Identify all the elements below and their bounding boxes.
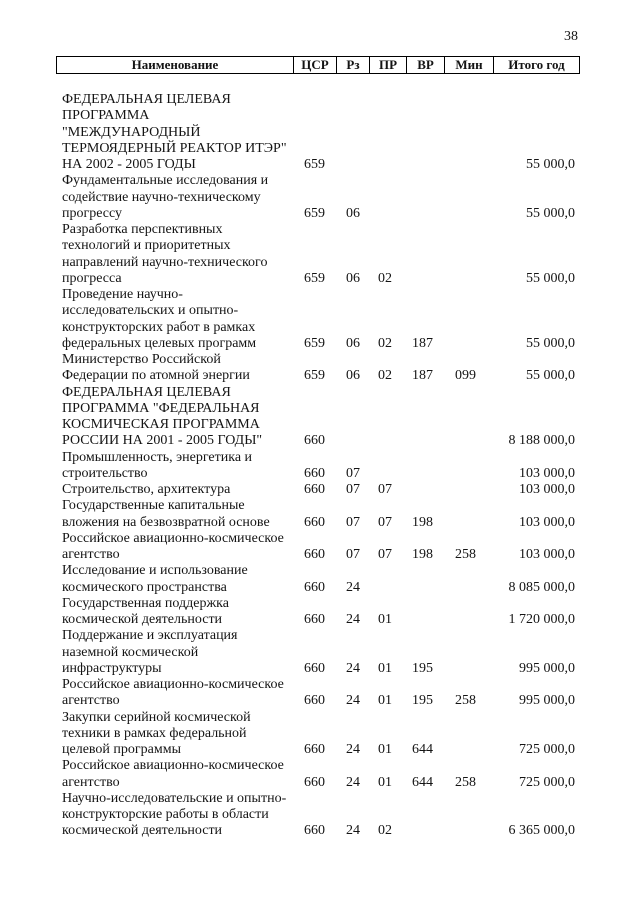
row-total: 103 000,0 bbox=[519, 465, 575, 481]
row-name bbox=[56, 222, 294, 287]
row-csr: 660 bbox=[304, 482, 325, 497]
row-name-line: Федерации по атомной энергии bbox=[62, 368, 250, 384]
row-name-line: технологий и приоритетных bbox=[62, 238, 231, 254]
row-name-line: конструкторские работы в области bbox=[62, 807, 269, 822]
row-vr bbox=[408, 580, 446, 596]
row-name bbox=[56, 710, 294, 759]
row-total: 8 188 000,0 bbox=[508, 433, 575, 449]
row-name bbox=[56, 563, 294, 596]
row-vr bbox=[408, 433, 446, 449]
row-rz: 24 bbox=[346, 742, 360, 757]
row-total: 55 000,0 bbox=[526, 335, 575, 351]
row-rz: 24 bbox=[346, 660, 360, 676]
row-name-line: целевой программы bbox=[62, 742, 181, 757]
row-name-line: Исследование и использование bbox=[62, 563, 248, 579]
row-name-line: КОСМИЧЕСКАЯ ПРОГРАММА bbox=[62, 417, 260, 432]
row-name bbox=[56, 287, 294, 352]
row-csr: 659 bbox=[304, 270, 325, 286]
row-total: 725 000,0 bbox=[519, 742, 575, 757]
row-pr: 07 bbox=[378, 514, 392, 530]
row-pr bbox=[370, 206, 408, 222]
row-min: 258 bbox=[455, 693, 476, 709]
row-total: 103 000,0 bbox=[519, 482, 575, 497]
row-pr: 02 bbox=[378, 823, 392, 839]
row-name-line: Государственные капитальные bbox=[62, 498, 245, 514]
row-vr: 644 bbox=[412, 742, 433, 757]
row-rz: 24 bbox=[346, 693, 360, 709]
row-vr: 187 bbox=[412, 368, 433, 384]
row-csr: 660 bbox=[304, 433, 325, 449]
row-csr: 660 bbox=[304, 612, 325, 627]
row-name-line: Министерство Российской bbox=[62, 352, 221, 367]
row-min bbox=[446, 157, 495, 173]
row-vr: 644 bbox=[412, 774, 433, 790]
row-name-line: РОССИИ НА 2001 - 2005 ГОДЫ" bbox=[62, 433, 263, 449]
row-total: 55 000,0 bbox=[526, 157, 575, 172]
row-vr bbox=[408, 482, 446, 498]
row-name-line: космической деятельности bbox=[62, 612, 223, 627]
row-csr: 659 bbox=[304, 368, 325, 384]
row-min bbox=[446, 482, 495, 498]
row-rz: 24 bbox=[346, 579, 360, 595]
row-name-line: Строительство, архитектура bbox=[62, 482, 231, 497]
row-name bbox=[56, 791, 294, 840]
row-csr: 659 bbox=[304, 157, 325, 172]
row-min bbox=[446, 206, 495, 222]
row-name-line: Государственная поддержка bbox=[62, 595, 229, 611]
row-name-line: агентство bbox=[62, 774, 120, 790]
header-vr: ВР bbox=[407, 57, 445, 73]
row-total: 55 000,0 bbox=[526, 368, 575, 384]
row-vr bbox=[408, 271, 446, 287]
row-name bbox=[56, 758, 294, 791]
row-csr: 659 bbox=[304, 205, 325, 221]
row-name-line: агентство bbox=[62, 693, 120, 709]
row-rz: 07 bbox=[346, 514, 360, 530]
row-name-line: содействие научно-техническому bbox=[62, 189, 261, 205]
row-name-line: строительство bbox=[62, 465, 148, 481]
header-pr: ПР bbox=[370, 57, 407, 73]
row-name bbox=[56, 531, 294, 564]
row-total: 55 000,0 bbox=[526, 205, 575, 221]
row-name-line: Закупки серийной космической bbox=[62, 709, 251, 725]
row-name-line: Российское авиационно-космическое bbox=[62, 758, 284, 774]
table-row bbox=[56, 758, 580, 791]
row-name bbox=[56, 596, 294, 629]
row-pr: 07 bbox=[378, 547, 392, 562]
row-name-line: прогресса bbox=[62, 270, 122, 286]
row-name-line: Фундаментальные исследования и bbox=[62, 173, 269, 189]
row-total: 995 000,0 bbox=[519, 660, 575, 676]
table-row bbox=[56, 563, 580, 596]
row-name bbox=[56, 385, 294, 450]
row-csr: 660 bbox=[304, 823, 325, 839]
row-name-line: космической деятельности bbox=[62, 823, 223, 839]
table-row bbox=[56, 791, 580, 840]
row-name-line: ПРОГРАММА "ФЕДЕРАЛЬНАЯ bbox=[62, 400, 260, 416]
row-pr: 01 bbox=[378, 774, 392, 790]
row-csr: 660 bbox=[304, 660, 325, 676]
row-rz: 06 bbox=[346, 368, 360, 384]
row-name-line: ФЕДЕРАЛЬНАЯ ЦЕЛЕВАЯ bbox=[62, 384, 231, 400]
page-number: 38 bbox=[564, 29, 578, 44]
header-rz: Рз bbox=[337, 57, 370, 73]
row-pr bbox=[370, 466, 408, 482]
row-name-line: прогрессу bbox=[62, 205, 123, 221]
row-name-line: ПРОГРАММА bbox=[62, 108, 150, 124]
row-total: 103 000,0 bbox=[519, 514, 575, 530]
row-name-line: ФЕДЕРАЛЬНАЯ ЦЕЛЕВАЯ bbox=[62, 92, 231, 107]
row-total: 1 720 000,0 bbox=[508, 612, 575, 627]
row-name-line: конструкторских работ в рамках bbox=[62, 319, 256, 335]
row-min bbox=[446, 823, 495, 839]
table-row bbox=[56, 287, 580, 352]
row-csr: 660 bbox=[304, 579, 325, 595]
header-csr: ЦСР bbox=[294, 57, 337, 73]
header-name: Наименование bbox=[57, 57, 294, 73]
row-rz: 24 bbox=[346, 774, 360, 790]
row-total: 995 000,0 bbox=[519, 693, 575, 709]
row-rz: 07 bbox=[346, 465, 360, 481]
table-row bbox=[56, 450, 580, 483]
row-pr: 01 bbox=[378, 660, 392, 676]
row-rz: 24 bbox=[346, 823, 360, 839]
row-name bbox=[56, 450, 294, 483]
row-vr bbox=[408, 612, 446, 628]
row-vr bbox=[408, 157, 446, 173]
header-total: Итого год bbox=[508, 57, 565, 72]
table-row bbox=[56, 677, 580, 710]
row-pr: 01 bbox=[378, 742, 392, 757]
row-name-line: "МЕЖДУНАРОДНЫЙ bbox=[62, 124, 201, 140]
row-name bbox=[56, 352, 294, 385]
row-name-line: инфраструктуры bbox=[62, 660, 162, 676]
row-min bbox=[446, 742, 495, 758]
table-row bbox=[56, 498, 580, 531]
table-header bbox=[56, 56, 580, 74]
row-rz: 07 bbox=[346, 547, 360, 562]
table-row bbox=[56, 596, 580, 629]
row-pr: 01 bbox=[378, 693, 392, 709]
row-rz bbox=[337, 157, 370, 173]
table-body bbox=[56, 92, 580, 840]
row-vr: 187 bbox=[412, 335, 433, 351]
row-name-line: Поддержание и эксплуатация bbox=[62, 628, 238, 644]
row-total: 103 000,0 bbox=[519, 547, 575, 562]
row-name-line: Российское авиационно-космическое bbox=[62, 530, 284, 546]
row-min bbox=[446, 466, 495, 482]
row-csr: 660 bbox=[304, 465, 325, 481]
row-min: 258 bbox=[455, 547, 476, 562]
row-csr: 660 bbox=[304, 547, 325, 562]
table-row bbox=[56, 482, 580, 498]
table-row bbox=[56, 531, 580, 564]
row-total: 6 365 000,0 bbox=[508, 823, 575, 839]
row-pr bbox=[370, 157, 408, 173]
row-pr bbox=[370, 580, 408, 596]
row-csr: 660 bbox=[304, 774, 325, 790]
row-min bbox=[446, 661, 495, 677]
row-csr: 660 bbox=[304, 693, 325, 709]
row-name-line: направлений научно-технического bbox=[62, 254, 268, 270]
table-row bbox=[56, 628, 580, 677]
row-rz: 06 bbox=[346, 205, 360, 221]
row-name-line: техники в рамках федеральной bbox=[62, 725, 247, 741]
row-name bbox=[56, 498, 294, 531]
row-name bbox=[56, 92, 294, 173]
row-vr: 195 bbox=[412, 693, 433, 709]
row-total: 8 085 000,0 bbox=[508, 579, 575, 595]
row-rz: 07 bbox=[346, 482, 360, 497]
table-row bbox=[56, 173, 580, 222]
row-name-line: Промышленность, энергетика и bbox=[62, 449, 253, 465]
row-rz: 06 bbox=[346, 270, 360, 286]
row-vr bbox=[408, 466, 446, 482]
row-min bbox=[446, 612, 495, 628]
row-min bbox=[446, 271, 495, 287]
row-name-line: агентство bbox=[62, 547, 120, 562]
row-name-line: наземной космической bbox=[62, 644, 199, 660]
row-name-line: исследовательских и опытно- bbox=[62, 303, 239, 319]
row-min bbox=[446, 515, 495, 531]
row-vr: 198 bbox=[412, 514, 433, 530]
row-name-line: Проведение научно- bbox=[62, 287, 183, 302]
row-csr: 660 bbox=[304, 742, 325, 757]
row-name-line: Научно-исследовательские и опытно- bbox=[62, 790, 287, 806]
row-total: 725 000,0 bbox=[519, 774, 575, 790]
row-name-line: Разработка перспективных bbox=[62, 222, 223, 237]
row-name-line: Российское авиационно-космическое bbox=[62, 677, 284, 692]
row-vr bbox=[408, 823, 446, 839]
row-pr: 01 bbox=[378, 612, 392, 627]
row-min bbox=[446, 433, 495, 449]
row-name bbox=[56, 482, 294, 498]
table-row bbox=[56, 352, 580, 385]
row-name-line: ТЕРМОЯДЕРНЫЙ РЕАКТОР ИТЭР" bbox=[62, 140, 287, 156]
table-row bbox=[56, 222, 580, 287]
table-row bbox=[56, 710, 580, 759]
row-rz bbox=[337, 433, 370, 449]
row-name-line: вложения на безвозвратной основе bbox=[62, 514, 270, 530]
row-rz: 06 bbox=[346, 335, 360, 351]
row-pr: 02 bbox=[378, 368, 392, 384]
row-rz: 24 bbox=[346, 612, 360, 627]
row-name bbox=[56, 173, 294, 222]
row-min: 258 bbox=[455, 774, 476, 790]
row-pr: 02 bbox=[378, 270, 392, 286]
row-vr: 198 bbox=[412, 547, 433, 562]
row-min: 099 bbox=[455, 368, 476, 384]
row-min bbox=[446, 336, 495, 352]
row-csr: 659 bbox=[304, 335, 325, 351]
row-name-line: космического пространства bbox=[62, 579, 227, 595]
row-csr: 660 bbox=[304, 514, 325, 530]
row-pr bbox=[370, 433, 408, 449]
row-pr: 02 bbox=[378, 335, 392, 351]
row-pr: 07 bbox=[378, 482, 392, 497]
header-min: Мин bbox=[445, 57, 494, 73]
table-row bbox=[56, 92, 580, 173]
row-name-line: НА 2002 - 2005 ГОДЫ bbox=[62, 157, 196, 172]
row-name-line: федеральных целевых программ bbox=[62, 335, 257, 351]
row-total: 55 000,0 bbox=[526, 270, 575, 286]
row-name bbox=[56, 628, 294, 677]
row-name bbox=[56, 677, 294, 710]
table-row bbox=[56, 385, 580, 450]
row-vr bbox=[408, 206, 446, 222]
row-vr: 195 bbox=[412, 660, 433, 676]
row-min bbox=[446, 580, 495, 596]
